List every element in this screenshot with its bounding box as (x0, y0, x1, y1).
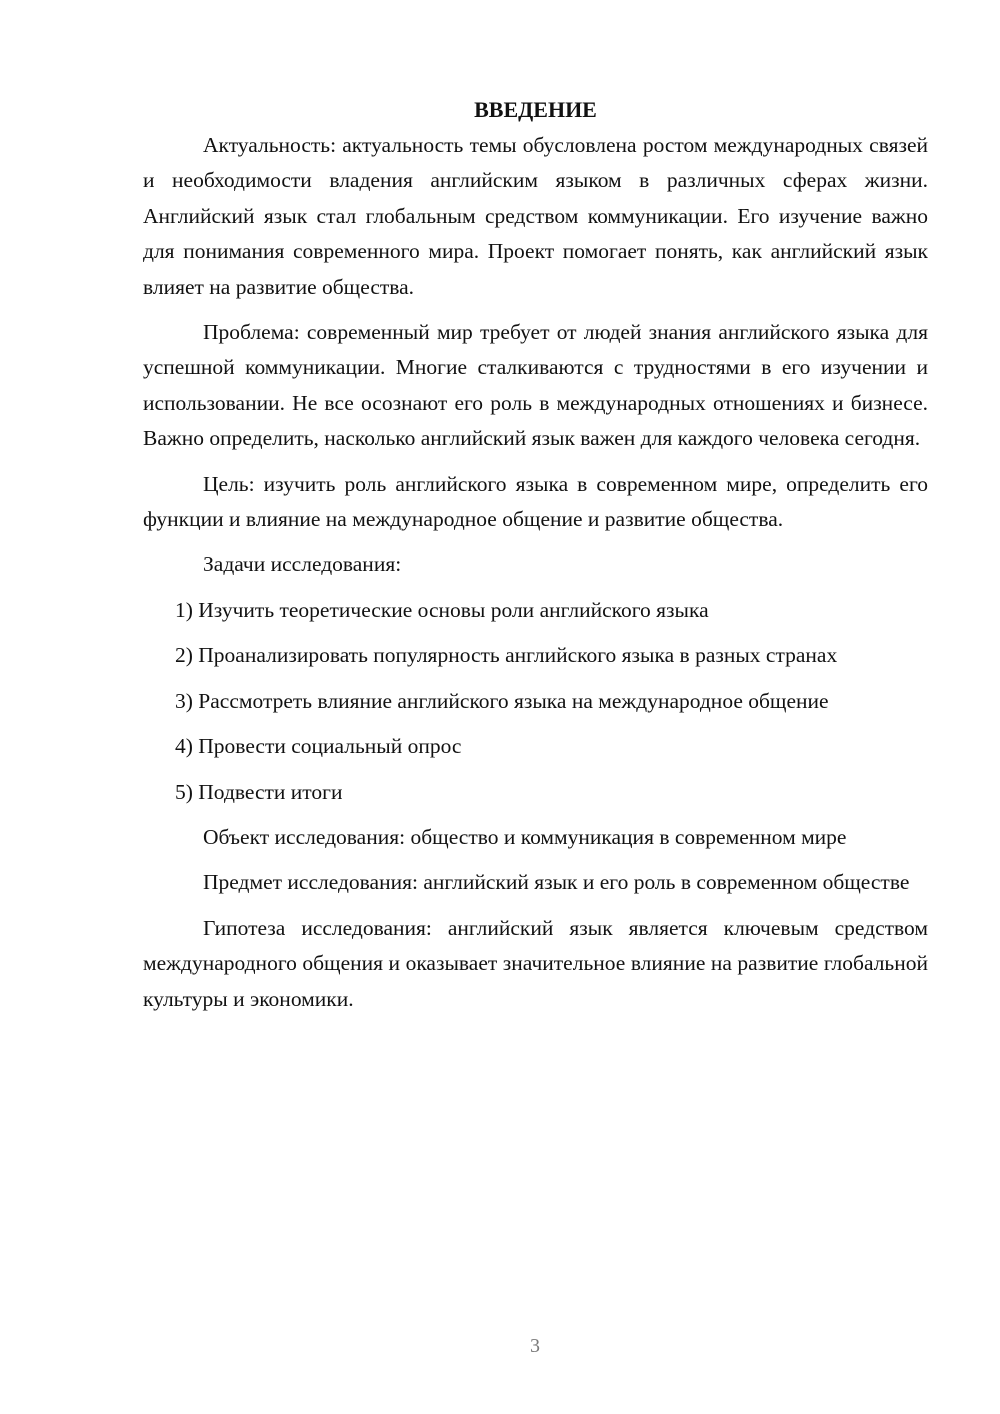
page-title: ВВЕДЕНИЕ (474, 97, 597, 122)
task-item-4: 4) Провести социальный опрос (175, 734, 462, 759)
task-item-1: 1) Изучить теоретические основы роли английского языка (175, 597, 709, 622)
task-item-2: 2) Проанализировать популярность английского языка в разных странах (175, 643, 838, 668)
task-item-5: 5) Подвести итоги (175, 779, 343, 804)
tasks-heading: Задачи исследования: (203, 552, 402, 577)
goal-paragraph: Цель: изучить роль английского языка в современном мире, определить его функции и влияние на международное общение и развитие общества. (143, 471, 928, 532)
problem-paragraph: Проблема: современный мир требует от людей знания английского языка для успешной коммуникации. Многие сталкиваются с трудностями в его изучении и использовании. Не все осознают его роль в международных отношениях и бизнесе. Важно определить, насколько английский язык важен для каждого человека сегодня. (143, 320, 928, 451)
page-number: 3 (530, 1335, 540, 1357)
relevance-paragraph: Актуальность: актуальность темы обусловлена ростом международных связей и необходимости владения английским языком в различных сферах жизни. Английский язык стал глобальным средством коммуникации. Его изучение важно для понимания современного мира. Проект помогает понять, как английский язык влияет на развитие общества. (143, 133, 928, 299)
subject-paragraph: Предмет исследования: английский язык и его роль в современном обществе (203, 870, 910, 895)
document-page (143, 94, 928, 1027)
object-paragraph: Объект исследования: общество и коммуникация в современном мире (203, 824, 847, 849)
hypothesis-paragraph: Гипотеза исследования: английский язык является ключевым средством международного общения и оказывает значительное влияние на развитие глобальной культуры и экономики. (143, 915, 928, 1011)
task-item-3: 3) Рассмотреть влияние английского языка на международное общение (175, 688, 829, 713)
